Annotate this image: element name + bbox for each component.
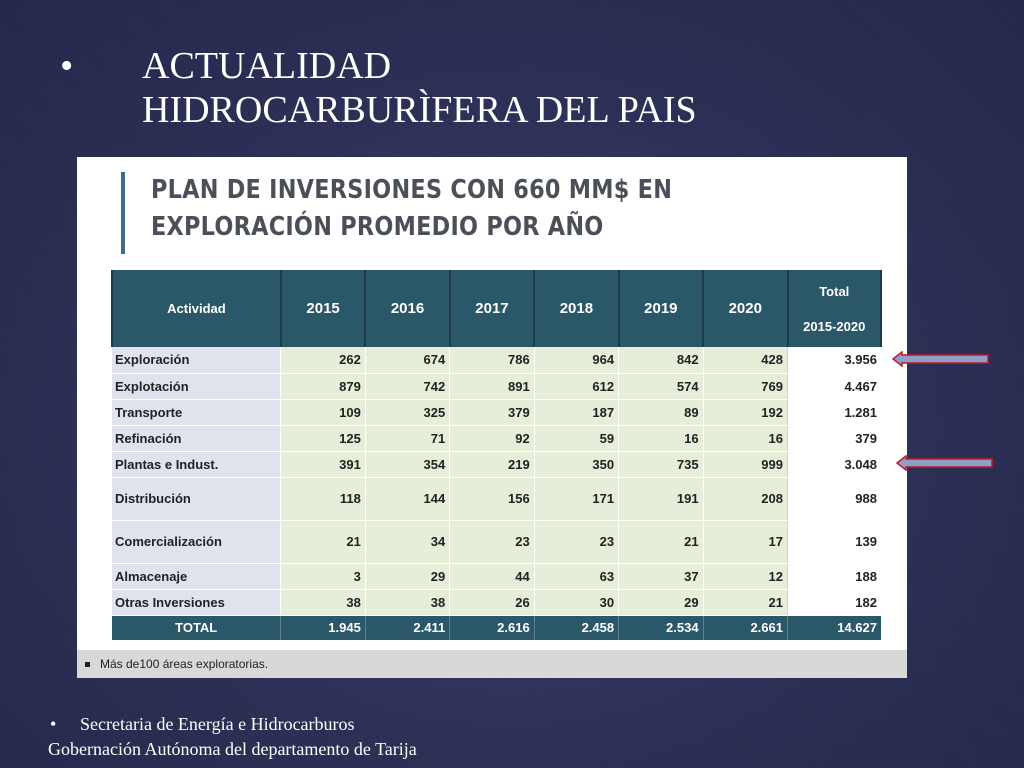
row-value: 92 xyxy=(450,425,534,451)
table-row xyxy=(112,451,881,477)
row-value: 964 xyxy=(534,347,618,373)
header-year: 2020 xyxy=(703,270,787,347)
row-value: 118 xyxy=(281,477,365,520)
table-row xyxy=(112,520,881,563)
row-activity: Comercialización xyxy=(112,520,281,563)
total-row-cell: 2.616 xyxy=(450,615,534,640)
row-total: 988 xyxy=(788,477,882,520)
row-value: 89 xyxy=(619,399,703,425)
panel-heading-line-1: PLAN DE INVERSIONES CON 660 MM$ EN xyxy=(151,175,673,205)
title-line-2: HIDROCARBURÌFERA DEL PAIS xyxy=(142,89,697,131)
row-value: 192 xyxy=(703,399,787,425)
footer xyxy=(48,712,417,762)
header-year: 2017 xyxy=(450,270,534,347)
row-value: 12 xyxy=(703,563,787,589)
row-total: 4.467 xyxy=(788,373,882,399)
row-value: 262 xyxy=(281,347,365,373)
row-value: 574 xyxy=(619,373,703,399)
investment-table xyxy=(111,270,882,640)
investment-panel xyxy=(77,157,907,678)
row-value: 428 xyxy=(703,347,787,373)
row-value: 612 xyxy=(534,373,618,399)
row-total: 3.956 xyxy=(788,347,882,373)
header-total xyxy=(788,270,882,347)
row-value: 26 xyxy=(450,589,534,615)
row-value: 21 xyxy=(703,589,787,615)
total-row-grand-total: 14.627 xyxy=(788,615,882,640)
table-row xyxy=(112,425,881,451)
row-activity: Otras Inversiones xyxy=(112,589,281,615)
row-total: 379 xyxy=(788,425,882,451)
footer-line-1: Secretaria de Energía e Hidrocarburos xyxy=(80,714,355,734)
row-value: 23 xyxy=(534,520,618,563)
row-value: 16 xyxy=(703,425,787,451)
note-bullet-icon xyxy=(85,662,90,667)
row-value: 21 xyxy=(619,520,703,563)
row-value: 769 xyxy=(703,373,787,399)
header-year: 2018 xyxy=(534,270,618,347)
row-value: 21 xyxy=(281,520,365,563)
total-row-cell: 1.945 xyxy=(281,615,365,640)
row-value: 219 xyxy=(450,451,534,477)
row-value: 735 xyxy=(619,451,703,477)
row-activity: Almacenaje xyxy=(112,563,281,589)
row-activity: Distribución xyxy=(112,477,281,520)
row-total: 3.048 xyxy=(788,451,882,477)
row-value: 23 xyxy=(450,520,534,563)
table-row xyxy=(112,477,881,520)
table-header-row xyxy=(112,270,881,347)
row-value: 30 xyxy=(534,589,618,615)
row-value: 3 xyxy=(281,563,365,589)
row-value: 191 xyxy=(619,477,703,520)
row-value: 354 xyxy=(365,451,449,477)
row-total: 188 xyxy=(788,563,882,589)
header-year: 2015 xyxy=(281,270,365,347)
row-value: 59 xyxy=(534,425,618,451)
row-value: 38 xyxy=(365,589,449,615)
row-value: 171 xyxy=(534,477,618,520)
total-row-cell: 2.411 xyxy=(365,615,449,640)
total-row-cell: 2.534 xyxy=(619,615,703,640)
row-value: 16 xyxy=(619,425,703,451)
row-value: 63 xyxy=(534,563,618,589)
row-activity: Plantas e Indust. xyxy=(112,451,281,477)
row-value: 325 xyxy=(365,399,449,425)
title-line-1: ACTUALIDAD xyxy=(142,45,392,87)
row-value: 29 xyxy=(619,589,703,615)
row-value: 379 xyxy=(450,399,534,425)
table-row xyxy=(112,589,881,615)
left-arrow-icon xyxy=(892,351,990,367)
row-value: 44 xyxy=(450,563,534,589)
row-value: 999 xyxy=(703,451,787,477)
row-value: 109 xyxy=(281,399,365,425)
row-total: 139 xyxy=(788,520,882,563)
table-row xyxy=(112,373,881,399)
header-total-range: 2015-2020 xyxy=(803,318,866,334)
row-value: 786 xyxy=(450,347,534,373)
row-value: 742 xyxy=(365,373,449,399)
footer-bullet: • xyxy=(50,714,57,734)
table-total-row xyxy=(112,615,881,640)
row-activity: Transporte xyxy=(112,399,281,425)
header-year: 2019 xyxy=(619,270,703,347)
panel-heading xyxy=(121,172,757,254)
header-total-label: Total xyxy=(819,283,850,299)
row-value: 350 xyxy=(534,451,618,477)
table-row xyxy=(112,347,881,373)
table-row xyxy=(112,399,881,425)
total-row-label: TOTAL xyxy=(112,615,281,640)
header-year: 2016 xyxy=(365,270,449,347)
panel-heading-line-2: EXPLORACIÓN PROMEDIO POR AÑO xyxy=(151,212,604,242)
total-row-cell: 2.661 xyxy=(703,615,787,640)
table-row xyxy=(112,563,881,589)
row-activity: Explotación xyxy=(112,373,281,399)
row-activity: Refinación xyxy=(112,425,281,451)
row-value: 208 xyxy=(703,477,787,520)
note-bar xyxy=(77,650,907,678)
row-value: 125 xyxy=(281,425,365,451)
note-text: Más de100 áreas exploratorias. xyxy=(100,657,269,671)
row-value: 879 xyxy=(281,373,365,399)
footer-line-2: Gobernación Autónoma del departamento de Tarija xyxy=(48,739,417,759)
row-value: 71 xyxy=(365,425,449,451)
row-value: 34 xyxy=(365,520,449,563)
row-value: 37 xyxy=(619,563,703,589)
row-total: 182 xyxy=(788,589,882,615)
row-value: 842 xyxy=(619,347,703,373)
row-value: 187 xyxy=(534,399,618,425)
row-activity: Exploración xyxy=(112,347,281,373)
row-total: 1.281 xyxy=(788,399,882,425)
row-value: 156 xyxy=(450,477,534,520)
row-value: 674 xyxy=(365,347,449,373)
row-value: 891 xyxy=(450,373,534,399)
total-row-cell: 2.458 xyxy=(534,615,618,640)
title-bullet: • xyxy=(60,45,74,87)
row-value: 144 xyxy=(365,477,449,520)
left-arrow-icon xyxy=(896,455,994,471)
row-value: 391 xyxy=(281,451,365,477)
row-value: 29 xyxy=(365,563,449,589)
row-value: 38 xyxy=(281,589,365,615)
header-activity: Actividad xyxy=(112,270,281,347)
row-value: 17 xyxy=(703,520,787,563)
